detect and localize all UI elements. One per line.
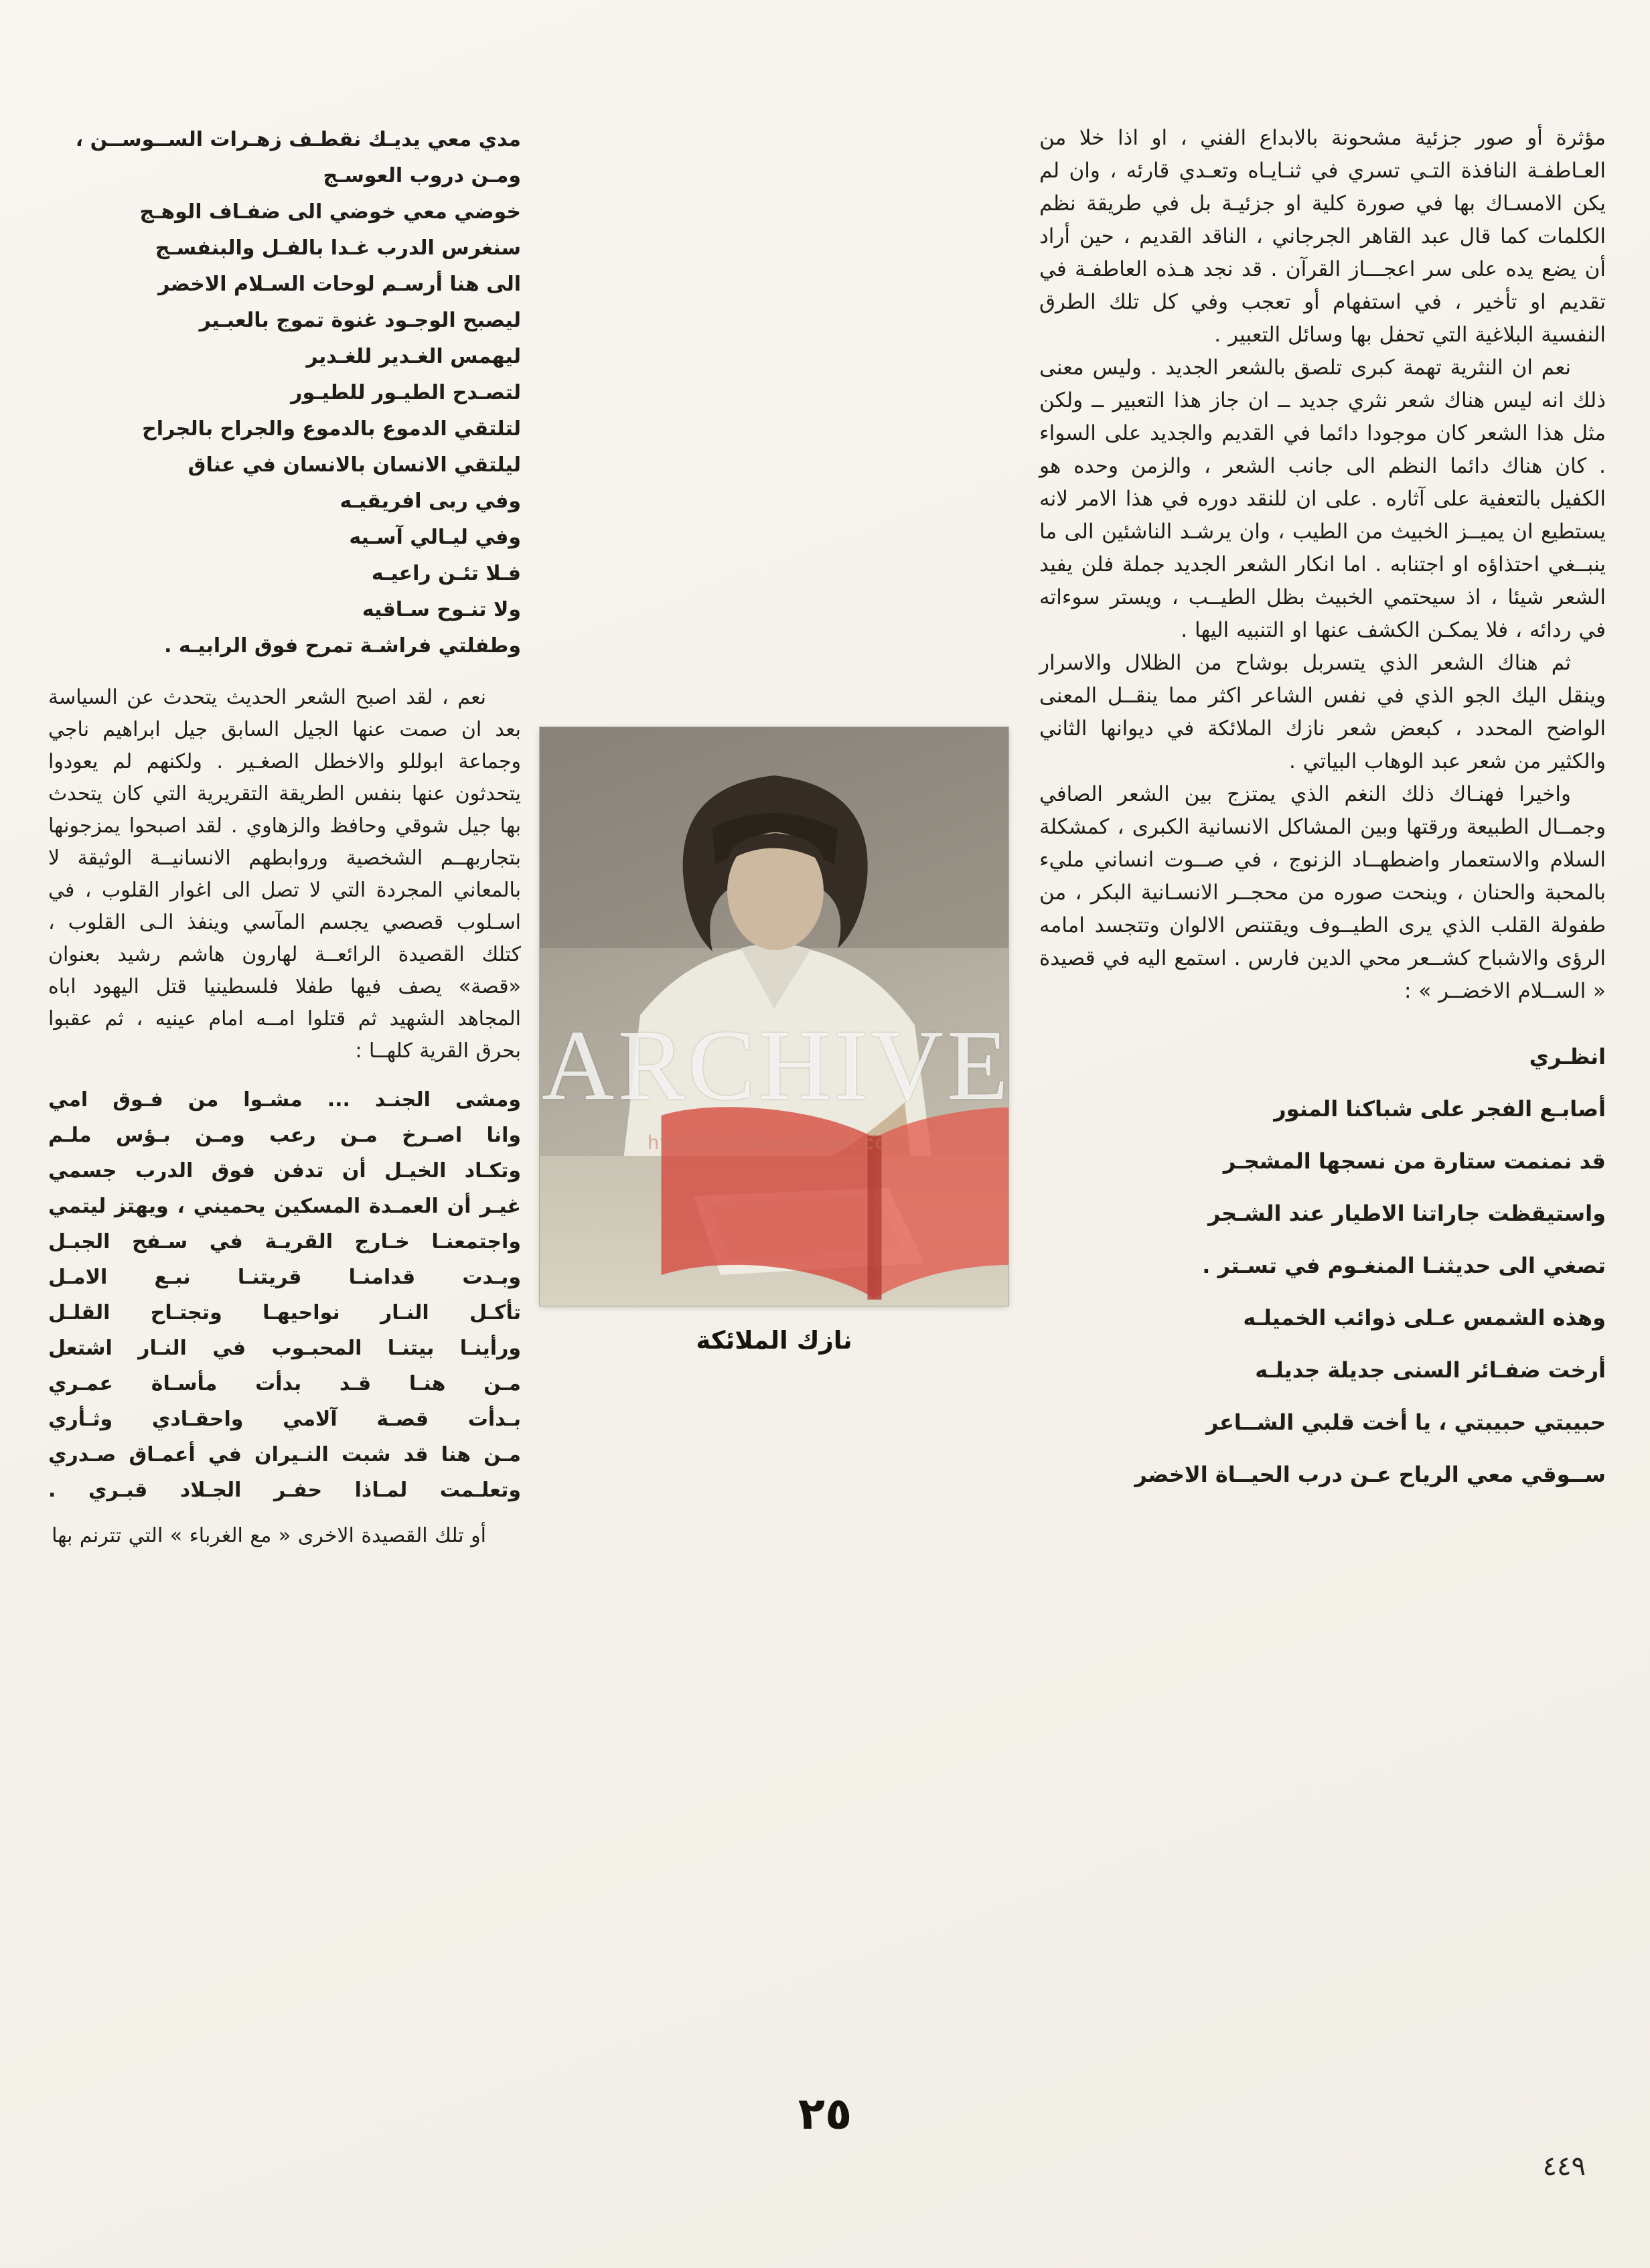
poem-line: وهذه الشمس عـلى ذوائب الخميلـه [1243, 1305, 1606, 1331]
poem-line: غيـر أن العمـدة المسكين يحميني ، ويهتز ليتمي [48, 1195, 521, 1218]
paragraph-criticism-intro: مؤثرة أو صور جزئية مشحونة بالابداع الفني ، او اذا خلا من العـاطفـة النافذة التـي تسري في ثنـايـاه وتعـدي قارئه ، وان لم يكن الامسـاك بها في صورة كلية او جزئيـة بل في طريقة نظم الكلمات كما قال عبد القاهر الجرجاني ، الناقد القديم ، حين أراد أن يضع يده على سر اعجـــاز القرآن . قد نجد هـذه العاطفـة في تقديم او تأخير ، في استفهام أو تعجب وفي كل تلك الطرق النفسية البلاغية التي تحفل بها وسائل التعبير . [1039, 126, 1606, 347]
folio-number: ٤٤٩ [1542, 2151, 1586, 2182]
poem-line: أرخت ضفـائر السنى جديلة جديلـه [1255, 1357, 1606, 1383]
poem-line: ليصبح الوجـود غنوة تموج بالعبـير [199, 309, 521, 332]
photo-caption: نازك الملائكة [696, 1326, 852, 1355]
poem-line: قد نمنمت ستارة من نسجها المشجـر [1223, 1148, 1606, 1174]
poem-line: وطفلتي فراشـة تمرح فوق الرابيـه . [164, 634, 521, 658]
paragraph-green-peace-intro: واخيرا فهنـاك ذلك النغم الذي يمتزج بين الشعر الصافي وجمــال الطبيعة ورقتها وبين المشاكل الانسانية الكبرى ، كمشكلة السلام والاستعمار واضطهــاد الزنوج ، في صــوت انساني مليء بالمحبة والحنان ، وينحت صوره من محجــر الانسـانية البكر ، من طفولة القلب الذي يرى الطيــوف ويقتنص الالوان وتتجسد امامه الرؤى والاشباح كشــعر محي الدين فارس . استمع اليه في قصيدة « الســلام الاخضــر » : [1039, 782, 1606, 1003]
poem-line: انظـري [1529, 1044, 1606, 1069]
page-number: ٢٥ [798, 2088, 852, 2139]
photo-image [540, 727, 1008, 1306]
poem-line: وفي ربى افريقيـه [340, 489, 521, 513]
photo-nazik-almalaika [540, 727, 1008, 1355]
archive-watermark-text: ARCHIVE [542, 1010, 1012, 1121]
paragraph-modern-poetry-politics: نعم ، لقد اصبح الشعر الحديث يتحدث عن السياسة بعد ان صمت عنها الجيل السابق جيل ابراهيم ناجي وجماعة ابوللو والاخطل الصغـير . ولكنهم لم يعودوا يتحدثون عنها بنفس الطريقة التقريرية التي كان يتحدث بها جيل شوقي وحافظ والزهاوي . لقد اصبحوا يمزجونها بتجاربهــم الشخصية وروابطهم الانسانيــة الوثيقة لا بالمعاني المجردة التي لا تصل الى اغوار القلوب ، في اسـلوب قصصي يجسم المآسي وينفذ الـى القلوب ، كتلك القصيدة الرائعــة لهارون هاشم رشيد بعنوان «قصة» يصف فيها طفلا فلسطينيا قتل اليهود اباه المجاهد الشهيد ثم قتلوا امــه امام عينيه ، ثم عقبوا بحرق القرية كلهــا : [48, 686, 521, 1063]
poem-line: ومشى الجنـد ... مشـوا من فـوق امي [48, 1088, 521, 1112]
poem-green-peace-part2 [48, 122, 521, 664]
paragraph-veiled-poetry: ثم هناك الشعر الذي يتسربل بوشاح من الظلال والاسرار وينقل اليك الجو الذي في نفس الشاعر اكثر مما ينقــل المعنى الواضح المحدد ، كبعض شعر نازك الملائكة في ديوانها الثاني والكثير من شعر عبد الوهاب البياتي . [1039, 651, 1606, 773]
poem-line: ليلتقي الانسان بالانسان في عناق [188, 453, 521, 477]
poem-line: حبيبتي حبيبتي ، يا أخت قلبي الشــاعر [1206, 1410, 1606, 1435]
poem-line: فـلا تئـن راعيـه [371, 562, 521, 585]
poem-line: وتكـاد الخيـل أن تدفن فوق الدرب جسمي [48, 1159, 521, 1183]
poem-line: ليهمس الغـدير للغـدير [306, 345, 521, 368]
poem-line: تصغي الى حديثنـا المنغـوم في تسـتر . [1202, 1253, 1606, 1278]
poem-line: لتصـدح الطيـور للطيـور [291, 381, 521, 404]
poem-line: واستيقظت جاراتنا الاطيار عند الشـجر [1208, 1201, 1606, 1226]
poem-line: مـن هنـا قـد بدأت مأسـاة عمـري [48, 1372, 521, 1395]
poem-line: واجتمعنـا خـارج القريـة في سـفح الجبـل [48, 1230, 521, 1254]
poem-line: تأكـل النـار نواحيهـا وتجتـاح القلـل [48, 1301, 521, 1325]
open-book-logo-icon [640, 925, 1008, 1306]
poem-line: سنغرس الدرب غـدا بالفـل والبنفسـج [155, 236, 521, 260]
poem-line: ولا تنـوح سـاقيه [362, 598, 521, 621]
poem-line: وبـدت قدامنـا قريتنـا نبـع الامـل [48, 1266, 521, 1289]
paragraph-closing: أو تلك القصيدة الاخرى « مع الغرباء » التي تترنم بها [52, 1524, 486, 1547]
left-column [48, 122, 521, 1552]
poem-line: ومـن دروب العوسـج [323, 164, 521, 187]
poem-line: ورأينـا بيتنـا المحبـوب في النـار اشتعل [48, 1337, 521, 1360]
poem-line: الى هنا أرسـم لوحات السـلام الاخضر [158, 273, 521, 296]
right-column [1039, 122, 1606, 1501]
poem-green-peace-part1 [1039, 1031, 1606, 1501]
poem-line: ســوقي معي الرياح عـن درب الحيــاة الاخضر [1134, 1462, 1606, 1487]
paragraph-prose-accusation: نعم ان النثرية تهمة كبرى تلصق بالشعر الجديد . وليس معنى ذلك انه ليس هناك شعر نثري جديد ــ ان جاز هذا التعبير ــ ولكن مثل هذا الشعر كان موجودا دائما في القديم والجديد على السواء . كان هناك دائما النظم الى جانب الشعر ، والزمن وحده هو الكفيل بالتعفية على آثاره . على ان للنقد دوره في هذا الامر لانه يستطيع ان يميــز الخبيث من الطيب ، وان يرشـد الناشئين الى ما ينبــغي احتذاؤه او اجتنابه . اما انكار الشعر الجديد جملة فلن يفيد الشعر شيئا ، اذ سيحتمي الخبيث بظل الطيــب ، ويستر سوءاته في ردائه ، فلا يمكـن الكشف عنها او التنبيه اليها . [1039, 356, 1606, 642]
poem-line: مدي معي يديـك نقطـف زهـرات الســوســن ، [75, 128, 521, 151]
poem-line: خوضي معي خوضي الى ضفـاف الوهـج [139, 200, 521, 224]
poem-line: أصابـع الفجر على شباكنا المنور [1274, 1096, 1606, 1122]
archive-watermark-url: http://archive.sakhrit.com [648, 1132, 906, 1154]
poem-line: وفي ليـالي آسـيه [349, 526, 521, 549]
poem-line: مـن هنا قد شبت النـيران في أعمـاق صـدري [48, 1443, 521, 1466]
poem-line: لتلتقي الدموع بالدموع والجراح بالجراح [142, 417, 521, 441]
poem-qissa [48, 1082, 521, 1508]
poem-line: وانا اصـرخ مـن رعب ومـن بـؤس ملـم [48, 1124, 521, 1147]
poem-line: بـدأت قصـة آلامي واحقـادي وثـأري [48, 1408, 521, 1431]
poem-line: وتعلـمت لمـاذا حفـر الجـلاد قبـري . [48, 1479, 521, 1502]
